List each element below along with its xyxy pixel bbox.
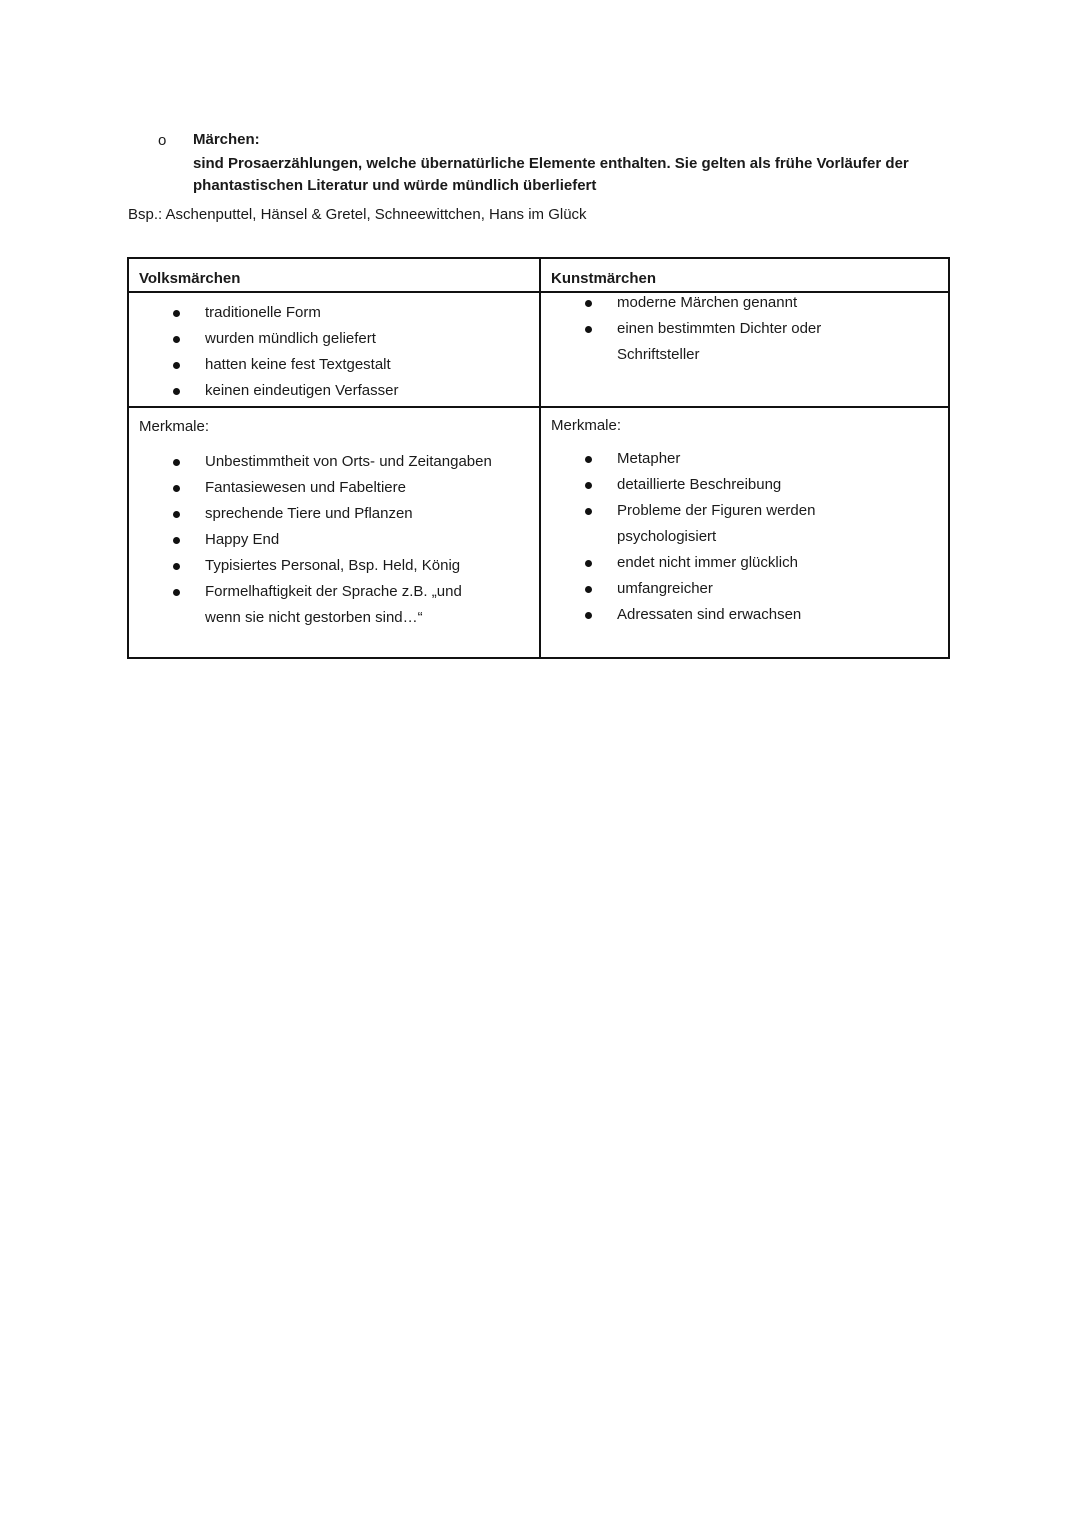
bullet-icon [585, 326, 592, 333]
bullet-icon [173, 388, 180, 395]
list-item: Unbestimmtheit von Orts- und Zeitangaben [139, 449, 534, 475]
list-item: einen bestimmten Dichter oder Schriftsteller [551, 316, 946, 368]
list-item: Probleme der Figuren werden psychologisiert [551, 498, 946, 550]
bullet-icon [173, 589, 180, 596]
list-item: moderne Märchen genannt [551, 290, 946, 316]
section-title: Märchen: [193, 131, 260, 148]
list-item: wurden mündlich geliefert [139, 326, 534, 352]
kunstmaerchen-merkmale-label: Merkmale: [551, 417, 622, 434]
list-item: detaillierte Beschreibung [551, 472, 946, 498]
section-description: sind Prosaerzählungen, welche übernatürliche Elemente enthalten. Sie gelten als frühe Vorläufer der phantastischen Literatur und würde mündlich überliefert [193, 155, 909, 194]
bullet-icon [173, 563, 180, 570]
bullet-icon [173, 310, 180, 317]
bullet-icon [585, 482, 592, 489]
bullet-icon [585, 508, 592, 515]
bullet-icon [585, 456, 592, 463]
bullet-icon [585, 586, 592, 593]
list-item: Fantasiewesen und Fabeltiere [139, 475, 534, 501]
bullet-icon [173, 362, 180, 369]
bullet-icon [173, 336, 180, 343]
list-item: keinen eindeutigen Verfasser [139, 378, 534, 404]
list-item: Metapher [551, 446, 946, 472]
bullet-icon [173, 459, 180, 466]
row-divider [129, 406, 948, 408]
volksmaerchen-merkmale-label: Merkmale: [139, 418, 210, 435]
bullet-icon [173, 511, 180, 518]
bullet-icon [585, 560, 592, 567]
list-item: traditionelle Form [139, 300, 534, 326]
examples-line: Bsp.: Aschenputtel, Hänsel & Gretel, Schneewittchen, Hans im Glück [128, 206, 587, 223]
kunstmaerchen-intro-list [551, 290, 946, 368]
column-divider [539, 259, 541, 657]
volksmaerchen-intro-list [139, 300, 534, 404]
kunstmaerchen-merkmale-list [551, 446, 946, 628]
list-item: sprechende Tiere und Pflanzen [139, 501, 534, 527]
list-item: Typisiertes Personal, Bsp. Held, König [139, 553, 534, 579]
bullet-icon [585, 612, 592, 619]
volksmaerchen-merkmale-list [139, 449, 534, 631]
list-item: Formelhaftigkeit der Sprache z.B. „und wenn sie nicht gestorben sind…“ [139, 579, 534, 631]
list-item: Adressaten sind erwachsen [551, 602, 946, 628]
bullet-icon [173, 485, 180, 492]
bullet-icon [585, 300, 592, 307]
header-volksmaerchen: Volksmärchen [139, 270, 241, 287]
list-item: endet nicht immer glücklich [551, 550, 946, 576]
list-item: Happy End [139, 527, 534, 553]
header-kunstmaerchen: Kunstmärchen [551, 270, 657, 287]
list-item: hatten keine fest Textgestalt [139, 352, 534, 378]
comparison-table [127, 257, 950, 659]
bullet-icon [173, 537, 180, 544]
list-item: umfangreicher [551, 576, 946, 602]
circle-bullet-icon: o [158, 132, 167, 149]
